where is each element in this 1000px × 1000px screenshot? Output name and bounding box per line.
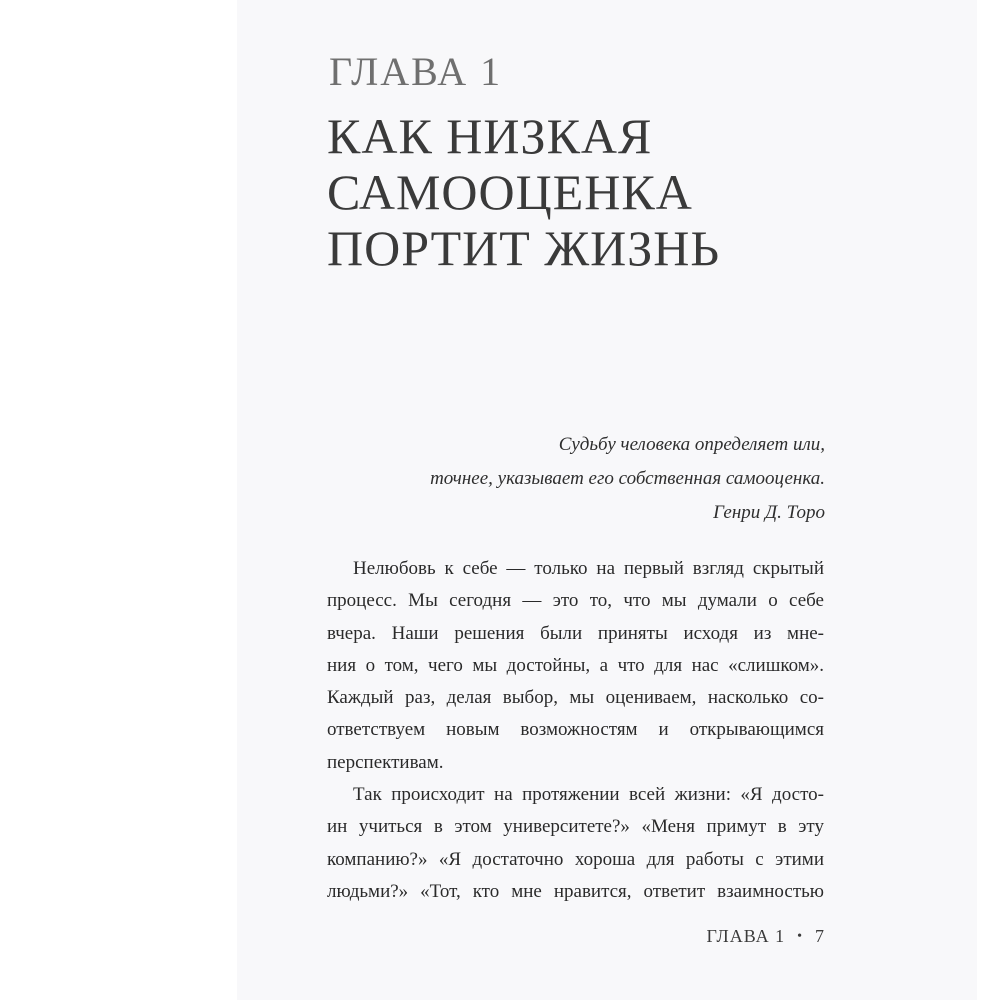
chapter-label: ГЛАВА 1 xyxy=(329,49,503,94)
text-line: ответствуем новым возможностям и открывающимся xyxy=(327,719,824,741)
running-head: ГЛАВА 1 xyxy=(706,926,786,946)
chapter-title xyxy=(327,108,720,276)
text-line: Нелюбовь к себе — только на первый взгляд скрытый xyxy=(353,558,824,579)
chapter-title-line: КАК НИЗКАЯ xyxy=(327,108,653,164)
epigraph xyxy=(430,428,825,530)
paragraph xyxy=(327,553,824,779)
page-number: 7 xyxy=(815,926,825,946)
text-line: людьми?» «Тот, кто мне нравится, ответит взаимностью xyxy=(327,880,824,902)
text-line: процесс. Мы сегодня — это то, что мы думали о себе xyxy=(327,590,824,612)
text-line: перспективам. xyxy=(327,751,444,773)
epigraph-line: точнее, указывает его собственная самооценка. xyxy=(430,468,825,489)
epigraph-line: Судьбу человека определяет или, xyxy=(558,434,825,455)
text-line: вчера. Наши решения были приняты исходя из мне- xyxy=(327,622,824,644)
book-page xyxy=(237,0,977,1000)
chapter-title-line: ПОРТИТ ЖИЗНЬ xyxy=(327,220,721,276)
text-line: ния о том, чего мы достойны, а что для нас «слишком». xyxy=(327,654,824,676)
epigraph-author: Генри Д. Торо xyxy=(713,502,825,523)
chapter-title-line: САМООЦЕНКА xyxy=(327,164,693,220)
page-footer xyxy=(706,926,825,947)
separator-dot: • xyxy=(797,929,803,944)
text-line: Каждый раз, делая выбор, мы оцениваем, насколько со- xyxy=(327,687,824,709)
paragraph xyxy=(327,779,824,908)
text-line: ин учиться в этом университете?» «Меня примут в эту xyxy=(327,816,824,838)
text-line: компанию?» «Я достаточно хороша для работы с этими xyxy=(327,848,824,870)
text-line: Так происходит на протяжении всей жизни: «Я досто- xyxy=(353,784,824,806)
body-text xyxy=(327,553,824,908)
